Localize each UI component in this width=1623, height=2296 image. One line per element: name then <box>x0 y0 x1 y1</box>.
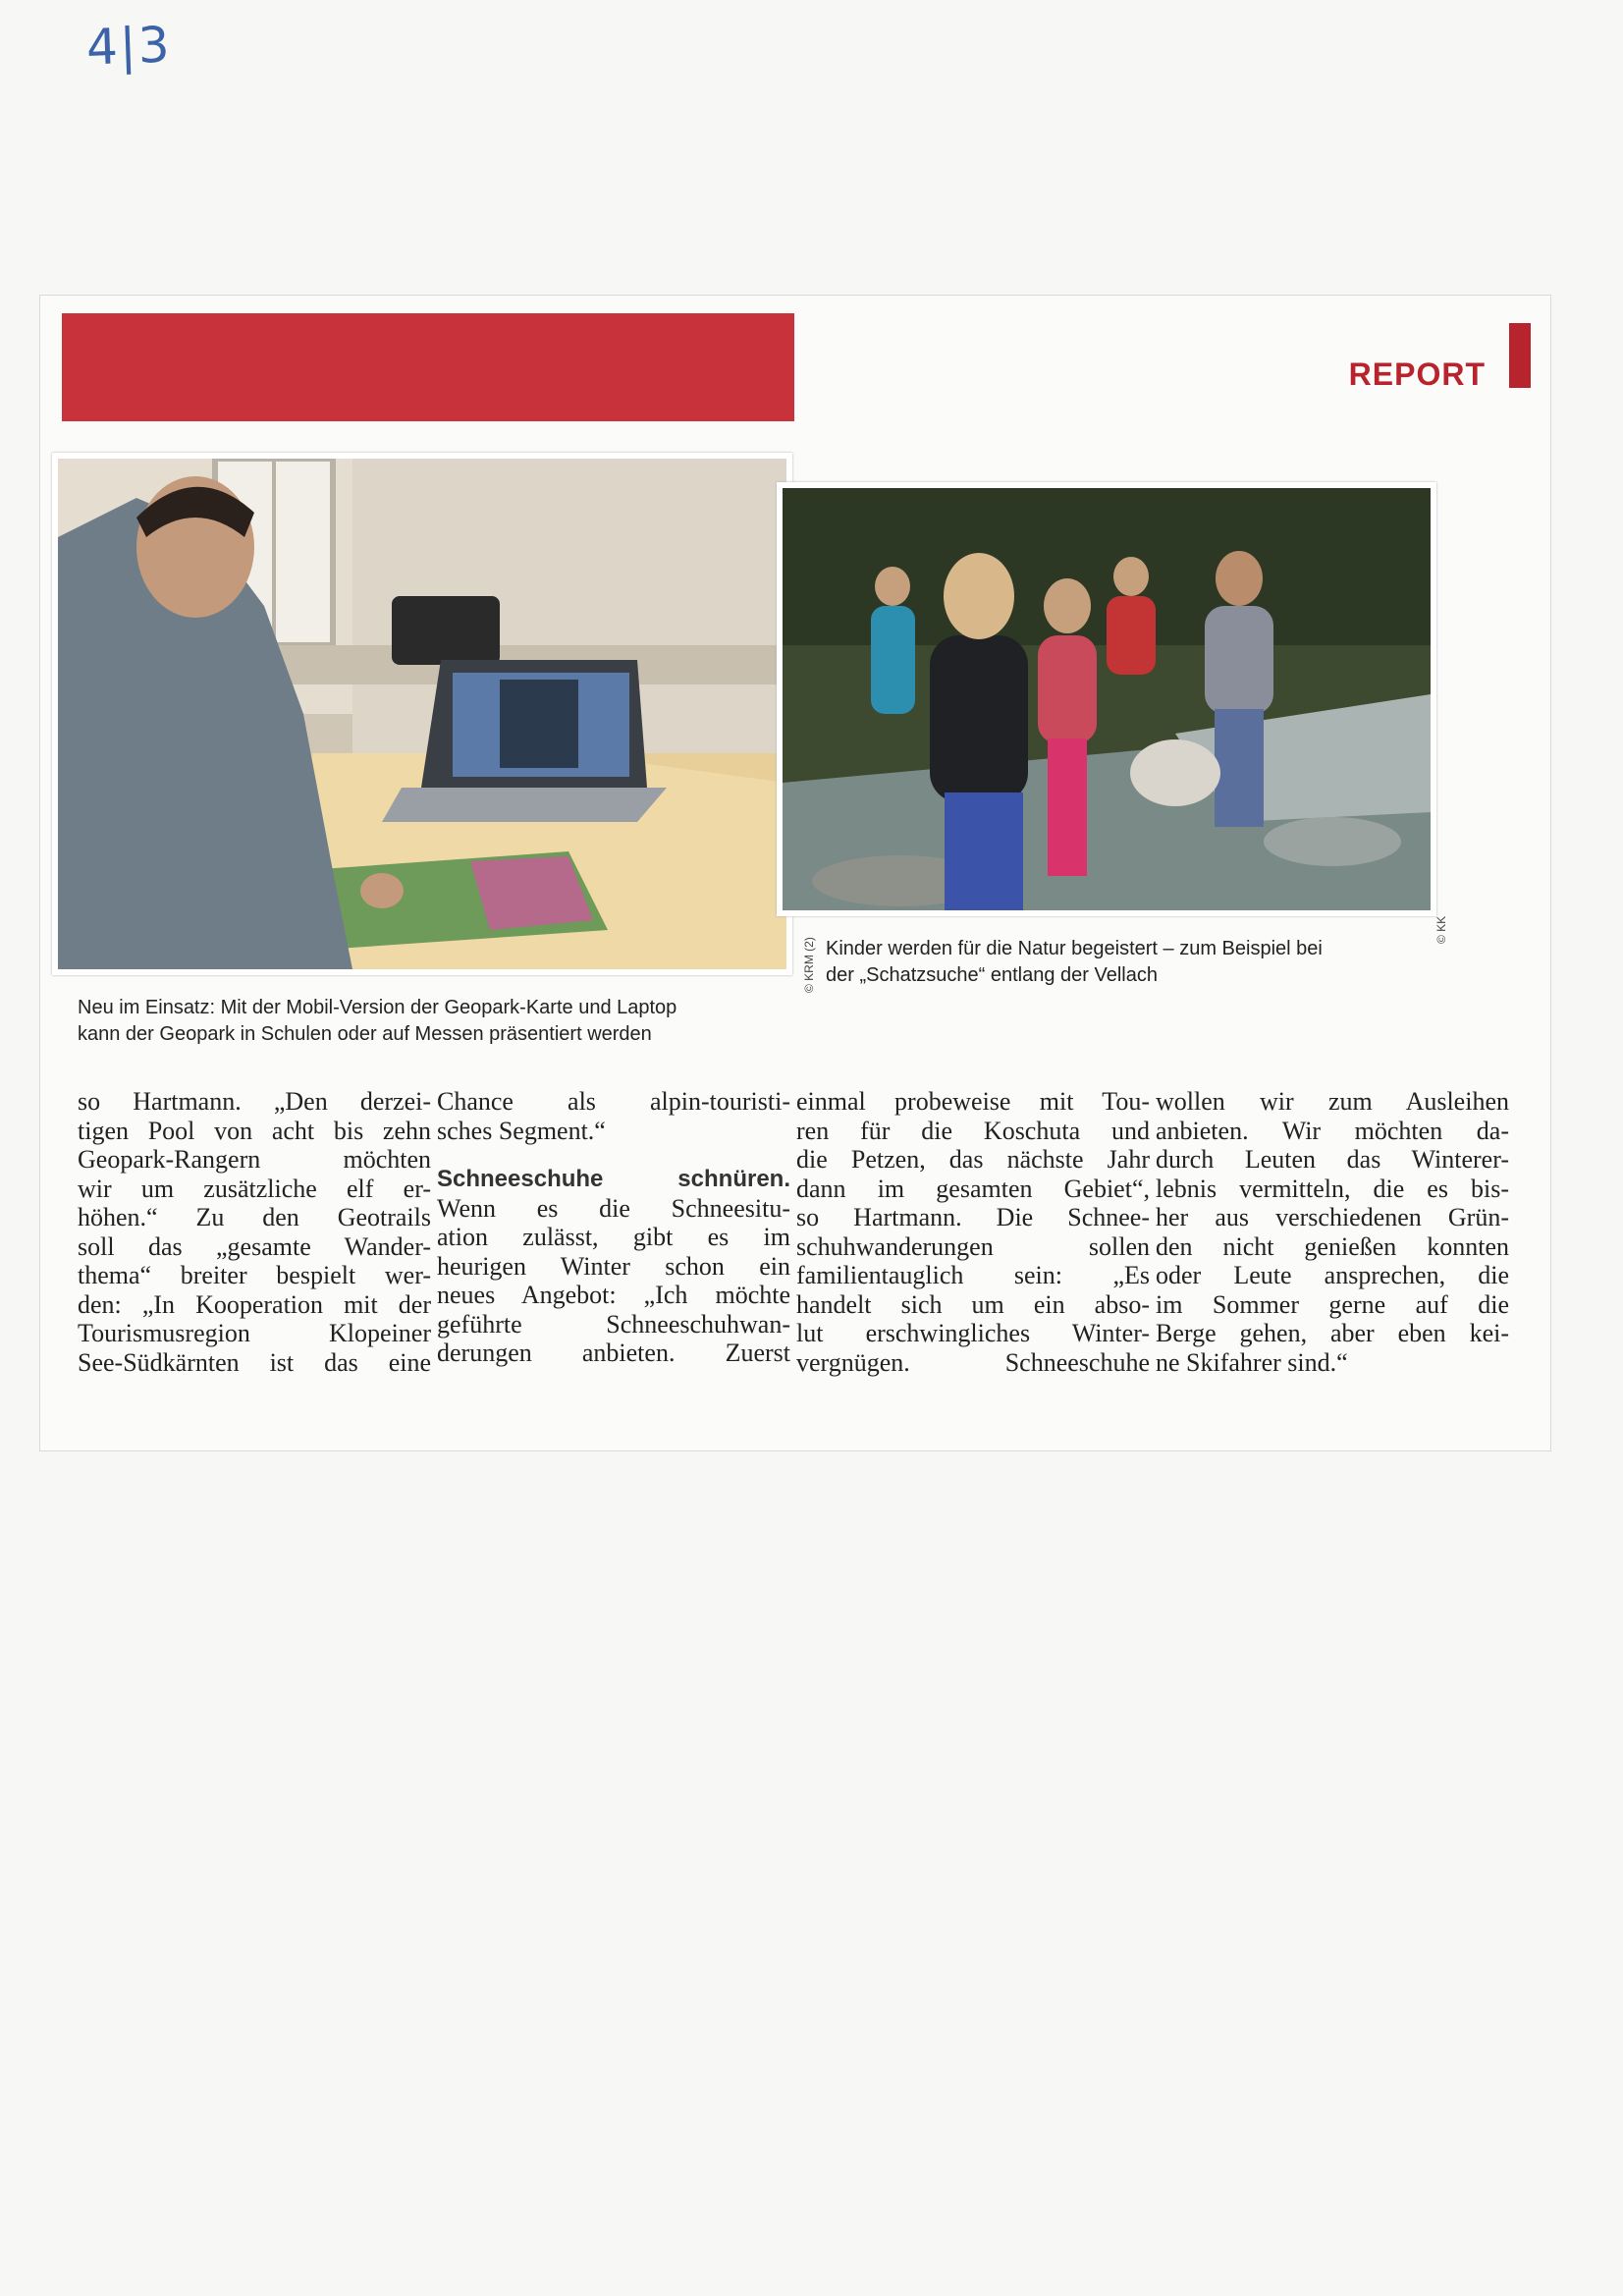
text-line: die Petzen, das nächste Jahr <box>796 1145 1150 1174</box>
text-line: vergnügen. Schneeschuhe <box>796 1347 1150 1377</box>
newspaper-clipping <box>39 295 1551 1451</box>
text-line: her aus verschiedenen Grün- <box>1156 1203 1509 1231</box>
photo-children-river <box>777 482 1436 916</box>
text-line: soll das „gesamte Wander- <box>78 1231 431 1261</box>
text-line: ren für die Koschuta und <box>796 1116 1150 1145</box>
text-line: einmal probeweise mit Tou- <box>796 1087 1150 1116</box>
text-line: den: „In Kooperation mit der <box>78 1289 431 1319</box>
article-column-3 <box>796 1087 1150 1377</box>
text-line: geführte Schneeschuhwan- <box>437 1309 790 1339</box>
text-line: im Sommer gerne auf die <box>1156 1289 1509 1319</box>
header-color-bar <box>62 313 794 421</box>
text-line: ne Skifahrer sind.“ <box>1156 1347 1348 1377</box>
text-line: lebnis vermitteln, die es bis- <box>1156 1174 1509 1203</box>
caption-line: der „Schatzsuche“ entlang der Vellach <box>826 964 1158 986</box>
text-line: wir um zusätzliche elf er- <box>78 1174 431 1203</box>
text-line: den nicht genießen konnten <box>1156 1231 1509 1261</box>
text-line: Chance als alpin-touristi- <box>437 1087 790 1116</box>
section-label: REPORT <box>1348 356 1486 392</box>
text-line: Wenn es die Schneesitu- <box>437 1193 790 1223</box>
page-number: 4|3 <box>85 16 173 77</box>
text-line: Berge gehen, aber eben kei- <box>1156 1319 1509 1347</box>
caption-line: kann der Geopark in Schulen oder auf Messen präsentiert werden <box>78 1023 652 1045</box>
caption-line: Neu im Einsatz: Mit der Mobil-Version der Geopark-Karte und Laptop <box>78 997 677 1018</box>
text-line: schuhwanderungen sollen <box>796 1231 1150 1261</box>
text-line: derungen anbieten. Zuerst <box>437 1339 790 1367</box>
text-line: neues Angebot: „Ich möchte <box>437 1281 790 1309</box>
photo-credit-left: © KRM (2) <box>802 937 816 993</box>
text-line: lut erschwingliches Winter- <box>796 1319 1150 1347</box>
text-line: See-Südkärnten ist das eine <box>78 1347 431 1377</box>
text-line: Geopark-Rangern möchten <box>78 1145 431 1174</box>
text-line: durch Leuten das Winterer- <box>1156 1145 1509 1174</box>
text-line: so Hartmann. Die Schnee- <box>796 1203 1150 1231</box>
photo-caption-left <box>78 995 765 1048</box>
text-line: handelt sich um ein abso- <box>796 1289 1150 1319</box>
caption-line: Kinder werden für die Natur begeistert – zum Beispiel bei <box>826 938 1323 959</box>
text-line: anbieten. Wir möchten da- <box>1156 1116 1509 1145</box>
text-line: familientauglich sein: „Es <box>796 1261 1150 1289</box>
text-line: dann im gesamten Gebiet“, <box>796 1174 1150 1203</box>
section-marker <box>1509 323 1531 388</box>
text-line: heurigen Winter schon ein <box>437 1251 790 1281</box>
text-line: thema“ breiter bespielt wer- <box>78 1261 431 1289</box>
photo-credit-right: © KK <box>1434 915 1448 944</box>
photo-caption-right <box>826 936 1454 989</box>
article-column-4 <box>1156 1087 1509 1377</box>
text-line: höhen.“ Zu den Geotrails <box>78 1203 431 1231</box>
article-column-1 <box>78 1087 431 1377</box>
text-line: wollen wir zum Ausleihen <box>1156 1087 1509 1116</box>
photo-geopark-laptop <box>52 453 792 975</box>
article-column-2 <box>437 1087 790 1368</box>
text-line: so Hartmann. „Den derzei- <box>78 1087 431 1116</box>
text-line: oder Leute ansprechen, die <box>1156 1261 1509 1289</box>
text-line: sches Segment.“ <box>437 1116 606 1145</box>
text-line: ation zulässt, gibt es im <box>437 1223 790 1251</box>
article-subheading: Schneeschuhe schnüren. <box>437 1166 790 1192</box>
text-line: Tourismusregion Klopeiner <box>78 1319 431 1347</box>
text-line: tigen Pool von acht bis zehn <box>78 1116 431 1145</box>
